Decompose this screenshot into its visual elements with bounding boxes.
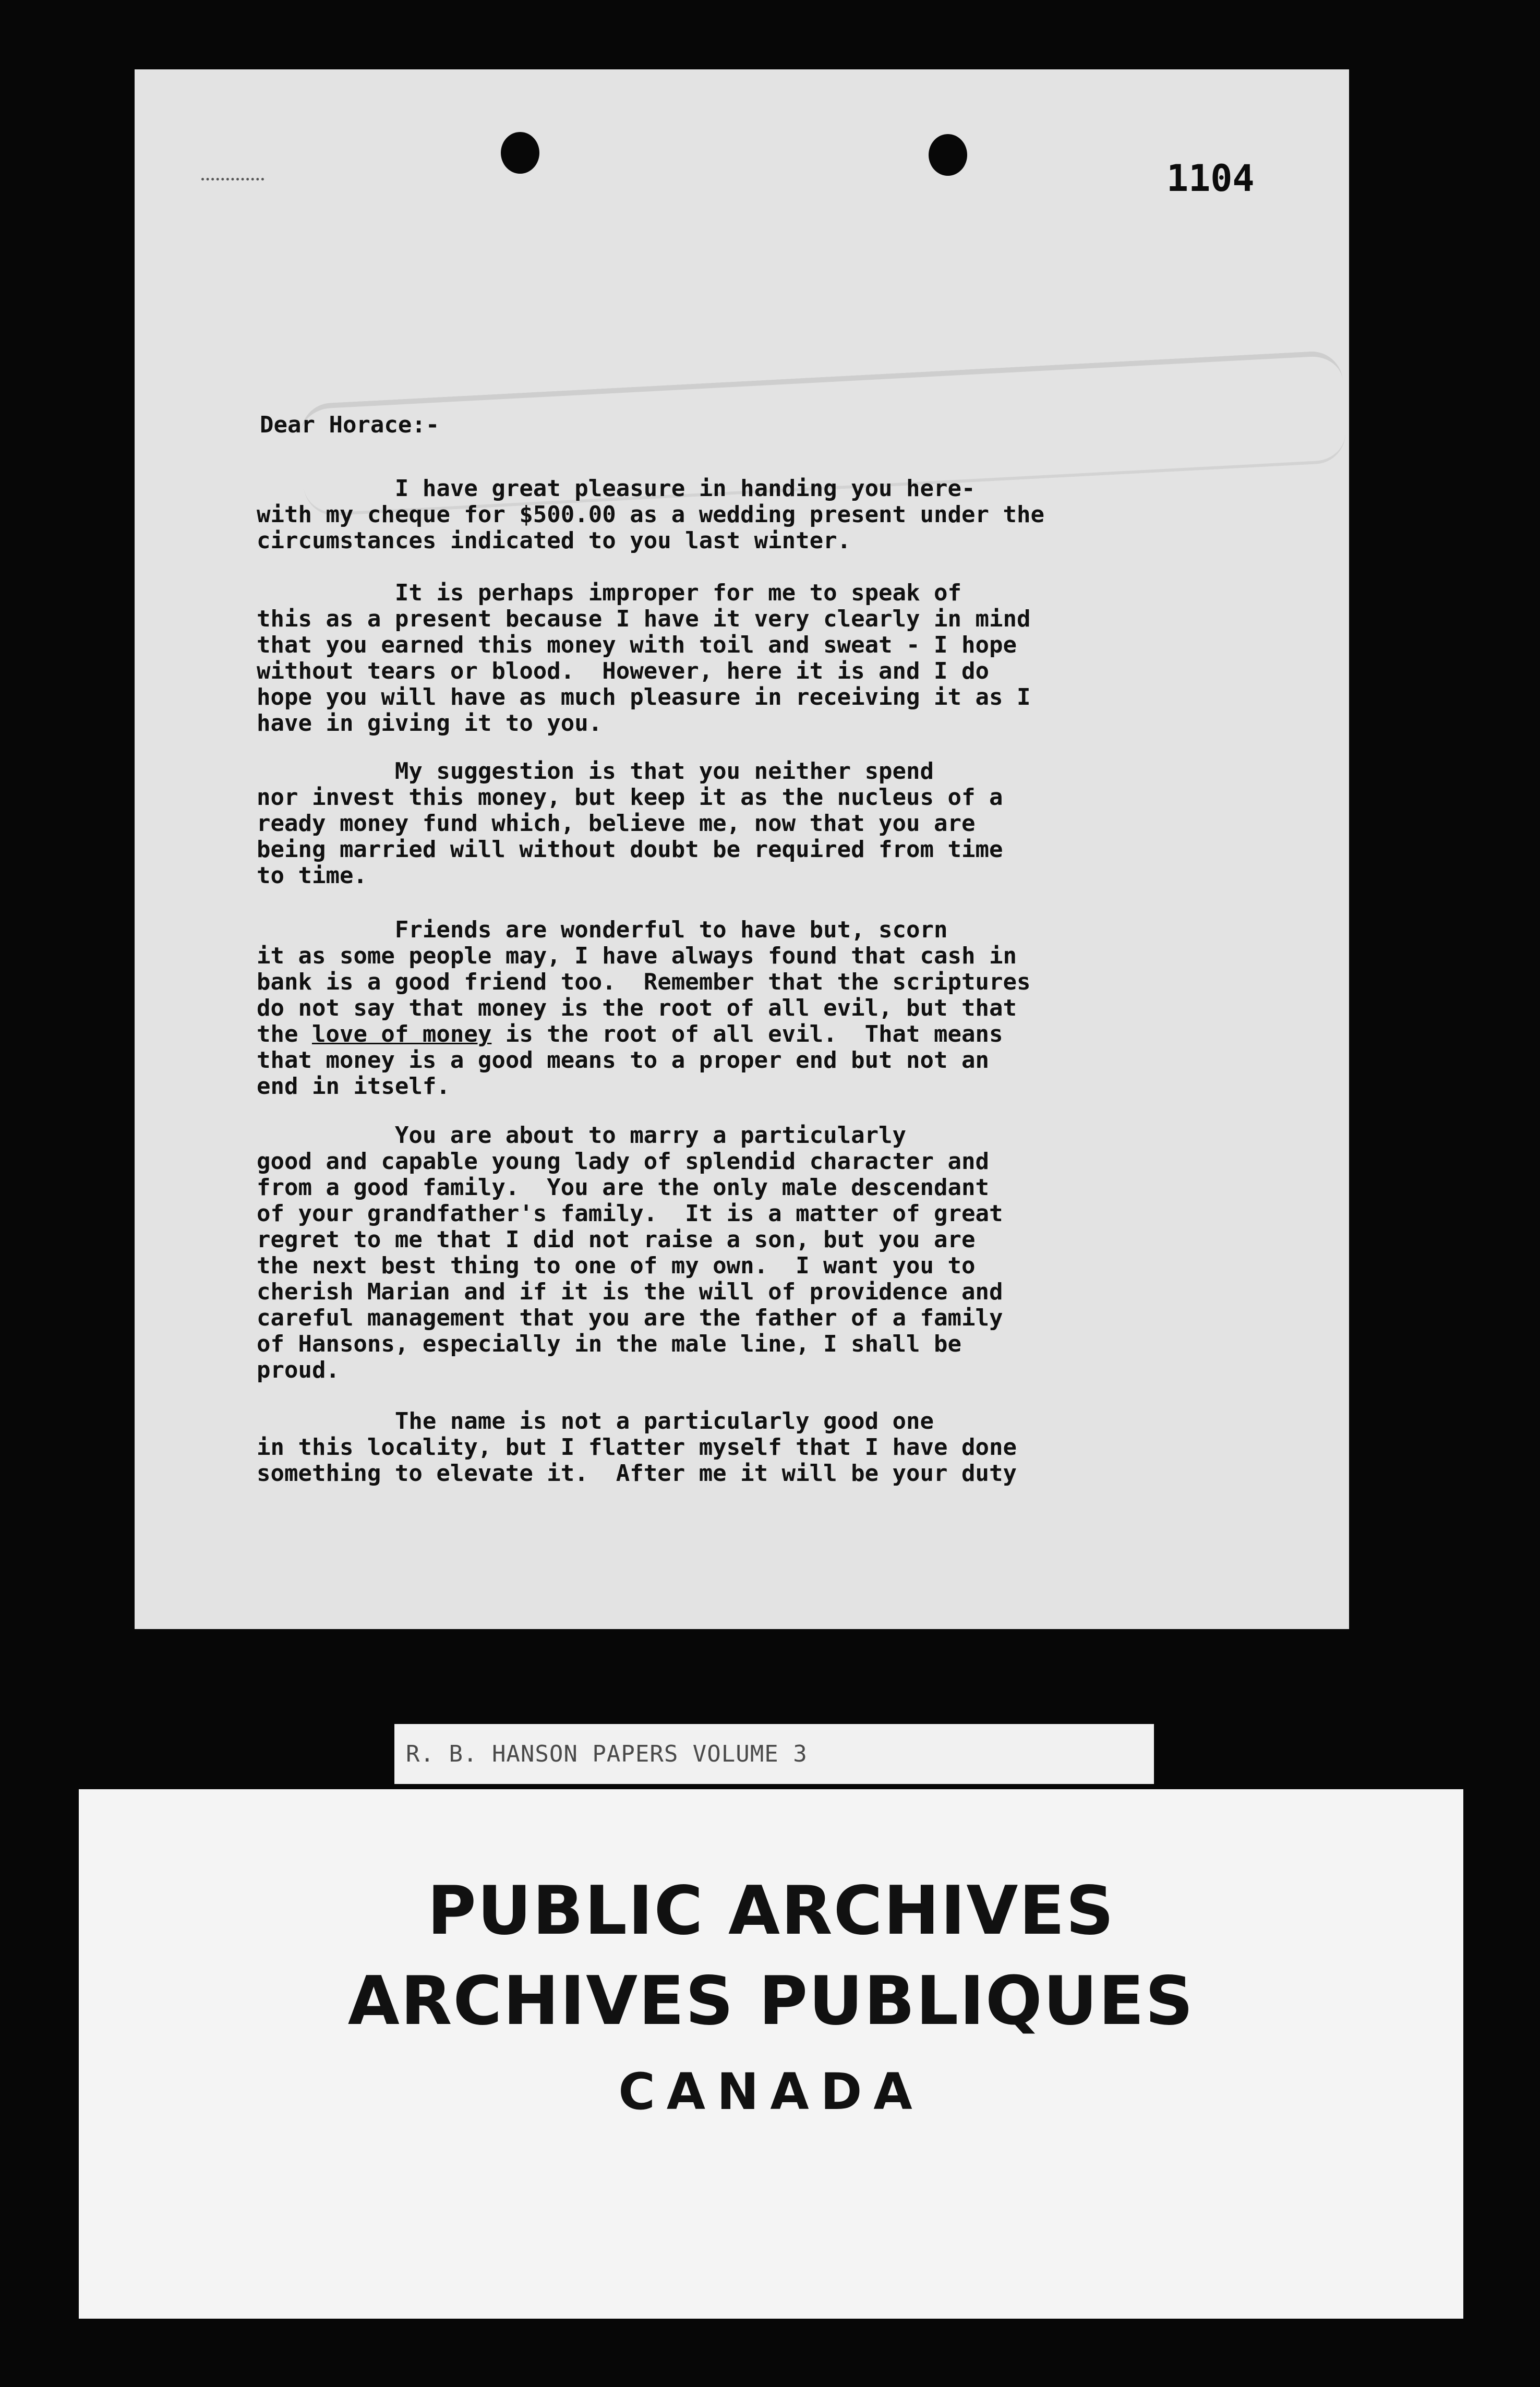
letter-paragraph-4 (257, 917, 1030, 1100)
text-line: cherish Marian and if it is the will of providence and (257, 1279, 1003, 1305)
text-line: careful management that you are the father of a family (257, 1305, 1003, 1331)
text-line: that money is a good means to a proper end but not an (257, 1047, 989, 1074)
punch-hole (501, 132, 539, 174)
text-line: bank is a good friend too. Remember that the scriptures (257, 969, 1031, 995)
text-line: regret to me that I did not raise a son, but you are (257, 1226, 976, 1253)
letter-paragraph-2 (257, 580, 1030, 737)
text-line: something to elevate it. After me it will be your duty (257, 1460, 1017, 1487)
text-line: of your grandfather's family. It is a matter of great (257, 1200, 1003, 1227)
text-line: with my cheque for $500.00 as a wedding present under the (257, 501, 1044, 528)
text-line: My suggestion is that you neither spend (257, 758, 934, 785)
text-line: You are about to marry a particularly (257, 1122, 907, 1149)
text-line: being married will without doubt be required from time (257, 836, 1003, 863)
letter-paragraph-1 (257, 476, 1044, 554)
text-line: good and capable young lady of splendid character and (257, 1148, 989, 1175)
text-line: it as some people may, I have always found that cash in (257, 943, 1017, 969)
text-line: in this locality, but I flatter myself that I have done (257, 1434, 1017, 1461)
text-line: of Hansons, especially in the male line, I shall be (257, 1331, 962, 1357)
text-line: ready money fund which, believe me, now that you are (257, 810, 976, 837)
text-line-underlined: the love of money is the root of all evil. That means (257, 1021, 1003, 1047)
archive-title-en: PUBLIC ARCHIVES (427, 1872, 1115, 1950)
text-line: to time. (257, 862, 367, 889)
punch-hole (929, 134, 967, 176)
archive-country: CANADA (618, 2063, 924, 2121)
text-line: hope you will have as much pleasure in receiving it as I (257, 684, 1031, 710)
text-line: nor invest this money, but keep it as the nucleus of a (257, 784, 1003, 811)
text-line: end in itself. (257, 1073, 450, 1100)
text-line: have in giving it to you. (257, 710, 603, 737)
text-line: It is perhaps improper for me to speak of (257, 580, 962, 606)
letter-paragraph-3 (257, 758, 1003, 889)
pencil-mark (201, 178, 264, 186)
underlined-phrase: love of money (311, 1021, 492, 1047)
volume-label: R. B. HANSON PAPERS VOLUME 3 (394, 1724, 1154, 1784)
text-line: do not say that money is the root of all evil, but that (257, 995, 1017, 1021)
text-line: this as a present because I have it very clearly in mind (257, 606, 1031, 632)
text-line: circumstances indicated to you last winter. (257, 527, 851, 554)
letter-paragraph-5 (257, 1123, 1003, 1383)
archive-title-fr: ARCHIVES PUBLIQUES (347, 1962, 1195, 2040)
text-line: without tears or blood. However, here it is and I do (257, 658, 989, 684)
text-line: the next best thing to one of my own. I want you to (257, 1252, 976, 1279)
letter-paragraph-6 (257, 1408, 1017, 1487)
text-line: proud. (257, 1357, 340, 1383)
text-line: Friends are wonderful to have but, scorn (257, 917, 948, 943)
text-line: I have great pleasure in handing you here- (257, 475, 976, 502)
page-number: 1104 (1166, 157, 1255, 200)
text-line: The name is not a particularly good one (257, 1408, 934, 1434)
text-line: from a good family. You are the only male descendant (257, 1174, 989, 1201)
text-line: that you earned this money with toil and sweat - I hope (257, 632, 1017, 658)
salutation: Dear Horace:- (260, 412, 440, 438)
archive-card (79, 1789, 1463, 2319)
